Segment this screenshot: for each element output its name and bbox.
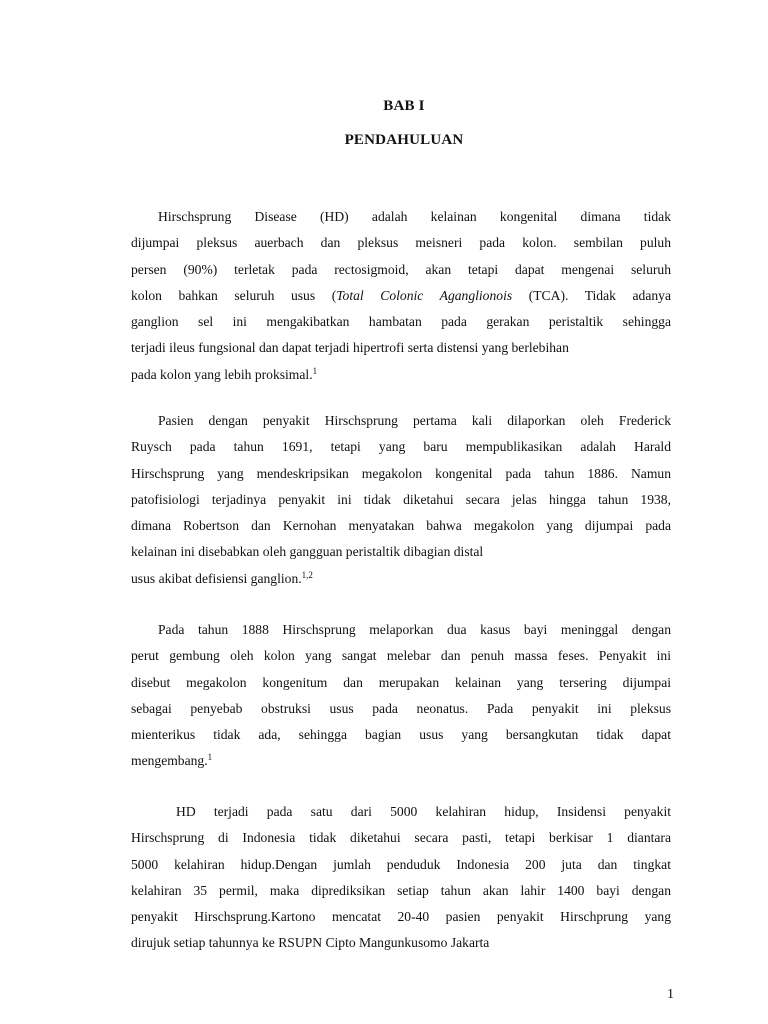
paragraph-line	[131, 748, 671, 777]
paragraph-line	[131, 362, 671, 391]
line-text: mengembang.	[131, 753, 208, 769]
paragraph-line: sebagai penyebab obstruksi usus pada neonatus. Pada penyakit ini pleksus	[131, 700, 671, 716]
reference-superscript: 1	[312, 365, 318, 376]
reference-superscript: 1	[207, 752, 213, 763]
line-text: (TCA). Tidak adanya	[512, 287, 671, 303]
paragraph-line: HD terjadi pada satu dari 5000 kelahiran hidup, Insidensi penyakit	[176, 804, 671, 819]
paragraph-line: Pada tahun 1888 Hirschsprung melaporkan dua kasus bayi meninggal dengan	[158, 622, 671, 637]
line-text: usus akibat defisiensi ganglion.	[131, 570, 302, 586]
page-number: 1	[667, 987, 674, 1002]
paragraph-line: mienterikus tidak ada, sehingga bagian usus yang bersangkutan tidak dapat	[131, 727, 671, 743]
paragraph-line: perut gembung oleh kolon yang sangat melebar dan penuh massa feses. Penyakit ini	[131, 648, 671, 664]
paragraph-line: terjadi ileus fungsional dan dapat terjadi hipertrofi serta distensi yang berlebihan	[131, 340, 569, 356]
paragraph-2	[131, 408, 671, 592]
reference-superscript: 1,2	[301, 569, 313, 580]
paragraph-1	[131, 204, 671, 391]
paragraph-line	[131, 566, 671, 592]
paragraph-line: Hirschsprung yang mendeskripsikan megakolon kongenital pada tahun 1886. Namun	[131, 465, 671, 481]
paragraph-line: Hirschsprung di Indonesia tidak diketahui secara pasti, tetapi berkisar 1 diantara	[131, 830, 671, 846]
chapter-title: PENDAHULUAN	[344, 132, 464, 148]
paragraph-line: dirujuk setiap tahunnya ke RSUPN Cipto Mangunkusomo Jakarta	[131, 935, 490, 951]
italic-term: Total Colonic Aganglionois	[336, 287, 513, 303]
paragraph-line	[131, 283, 671, 309]
paragraph-3	[131, 617, 671, 777]
paragraph-line: ganglion sel ini mengakibatkan hambatan pada gerakan peristaltik sehingga	[131, 314, 671, 330]
paragraph-line: kelahiran 35 permil, maka diprediksikan setiap tahun akan lahir 1400 bayi dengan	[131, 882, 671, 898]
paragraph-line: dijumpai pleksus auerbach dan pleksus meisneri pada kolon. sembilan puluh	[131, 235, 671, 251]
paragraph-4	[131, 799, 671, 957]
paragraph-line: 5000 kelahiran hidup.Dengan jumlah penduduk Indonesia 200 juta dan tingkat	[131, 856, 671, 872]
paragraph-line: penyakit Hirschsprung.Kartono mencatat 20-40 pasien penyakit Hirschprung yang	[131, 909, 671, 925]
paragraph-line: disebut megakolon kongenitum dan merupakan kelainan yang tersering dijumpai	[131, 674, 671, 690]
paragraph-line: Hirschsprung Disease (HD) adalah kelainan kongenital dimana tidak	[158, 209, 671, 224]
line-text: pada kolon yang lebih proksimal.	[131, 366, 313, 382]
paragraph-line: Pasien dengan penyakit Hirschsprung pertama kali dilaporkan oleh Frederick	[158, 413, 671, 428]
paragraph-line: Ruysch pada tahun 1691, tetapi yang baru mempublikasikan adalah Harald	[131, 439, 671, 455]
paragraph-line: dimana Robertson dan Kernohan menyatakan bahwa megakolon yang dijumpai pada	[131, 518, 671, 534]
chapter-heading: BAB I	[383, 98, 425, 114]
paragraph-line: kelainan ini disebabkan oleh gangguan peristaltik dibagian distal	[131, 544, 484, 560]
paragraph-line: persen (90%) terletak pada rectosigmoid, akan tetapi dapat mengenai seluruh	[131, 261, 671, 277]
paragraph-line: patofisiologi terjadinya penyakit ini tidak diketahui secara jelas hingga tahun 1938,	[131, 491, 671, 507]
line-text: kolon bahkan seluruh usus (	[131, 287, 337, 303]
